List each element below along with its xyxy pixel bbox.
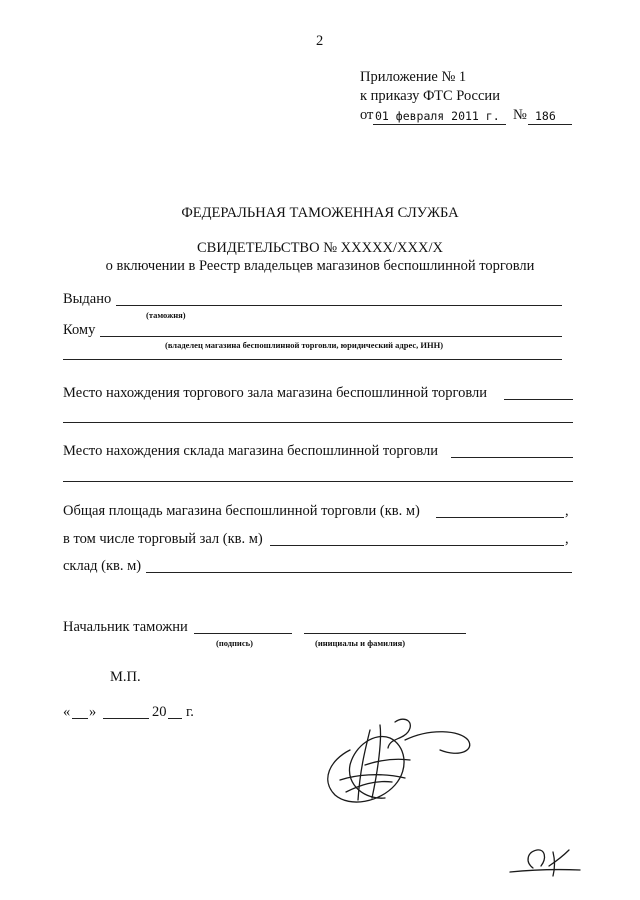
date-year-line (168, 718, 182, 719)
initials-hint: (инициалы и фамилия) (315, 638, 406, 648)
head-initials-line (304, 633, 466, 634)
warehouse-area-label: склад (кв. м) (63, 558, 142, 574)
to-line-2 (63, 359, 562, 360)
warehouse-location-line-2 (63, 481, 573, 482)
date-month-line (103, 718, 149, 719)
annex-line-1: Приложение № 1 (360, 69, 467, 85)
total-area-label: Общая площадь магазина беспошлинной торговли (кв. м) (63, 503, 420, 519)
trade-hall-area-label: в том числе торговый зал (кв. м) (63, 531, 263, 547)
head-signature-line (194, 633, 292, 634)
head-label: Начальник таможни (63, 619, 188, 635)
date-open-quote: « (63, 704, 71, 720)
warehouse-area-line (146, 572, 572, 573)
page-initials-signature (505, 840, 585, 885)
total-area-line (436, 517, 564, 518)
trade-hall-location-line-2 (63, 422, 573, 423)
date-year-prefix: 20 (152, 704, 167, 720)
annex-date: 01 февраля 2011 г. (375, 109, 500, 123)
customs-hint: (таможня) (146, 310, 186, 320)
total-area-comma: , (565, 503, 569, 519)
to-line (100, 336, 562, 337)
trade-hall-location-line (504, 399, 573, 400)
owner-hint: (владелец магазина беспошлинной торговли, юридический адрес, ИНН) (165, 340, 444, 350)
annex-number-prefix: № (513, 107, 527, 123)
to-label: Кому (63, 322, 96, 338)
issued-label: Выдано (63, 291, 112, 307)
issued-line (116, 305, 562, 306)
signature-hint: (подпись) (216, 638, 253, 648)
handwritten-signature (310, 710, 480, 820)
date-year-suffix: г. (186, 704, 194, 720)
warehouse-location-label: Место нахождения склада магазина беспошлинной торговли (63, 443, 439, 459)
annex-number-underline (528, 124, 572, 125)
trade-hall-area-line (270, 545, 564, 546)
certificate-subtitle: о включении в Реестр владельцев магазинов беспошлинной торговли (105, 258, 535, 274)
annex-date-underline (373, 124, 506, 125)
warehouse-location-line (451, 457, 573, 458)
date-day-line (72, 718, 88, 719)
page-number: 2 (316, 33, 324, 49)
seal-label: М.П. (110, 669, 141, 685)
trade-hall-area-comma: , (565, 531, 569, 547)
trade-hall-location-label: Место нахождения торгового зала магазина беспошлинной торговли (63, 385, 487, 401)
date-close-quote: » (89, 704, 97, 720)
agency-title: ФЕДЕРАЛЬНАЯ ТАМОЖЕННАЯ СЛУЖБА (181, 205, 459, 221)
annex-number: 186 (535, 109, 556, 123)
certificate-title: СВИДЕТЕЛЬСТВО № ХХХХХ/ХХХ/Х (197, 240, 443, 256)
annex-line-2: к приказу ФТС России (360, 88, 500, 104)
annex-from-prefix: от (360, 107, 374, 123)
